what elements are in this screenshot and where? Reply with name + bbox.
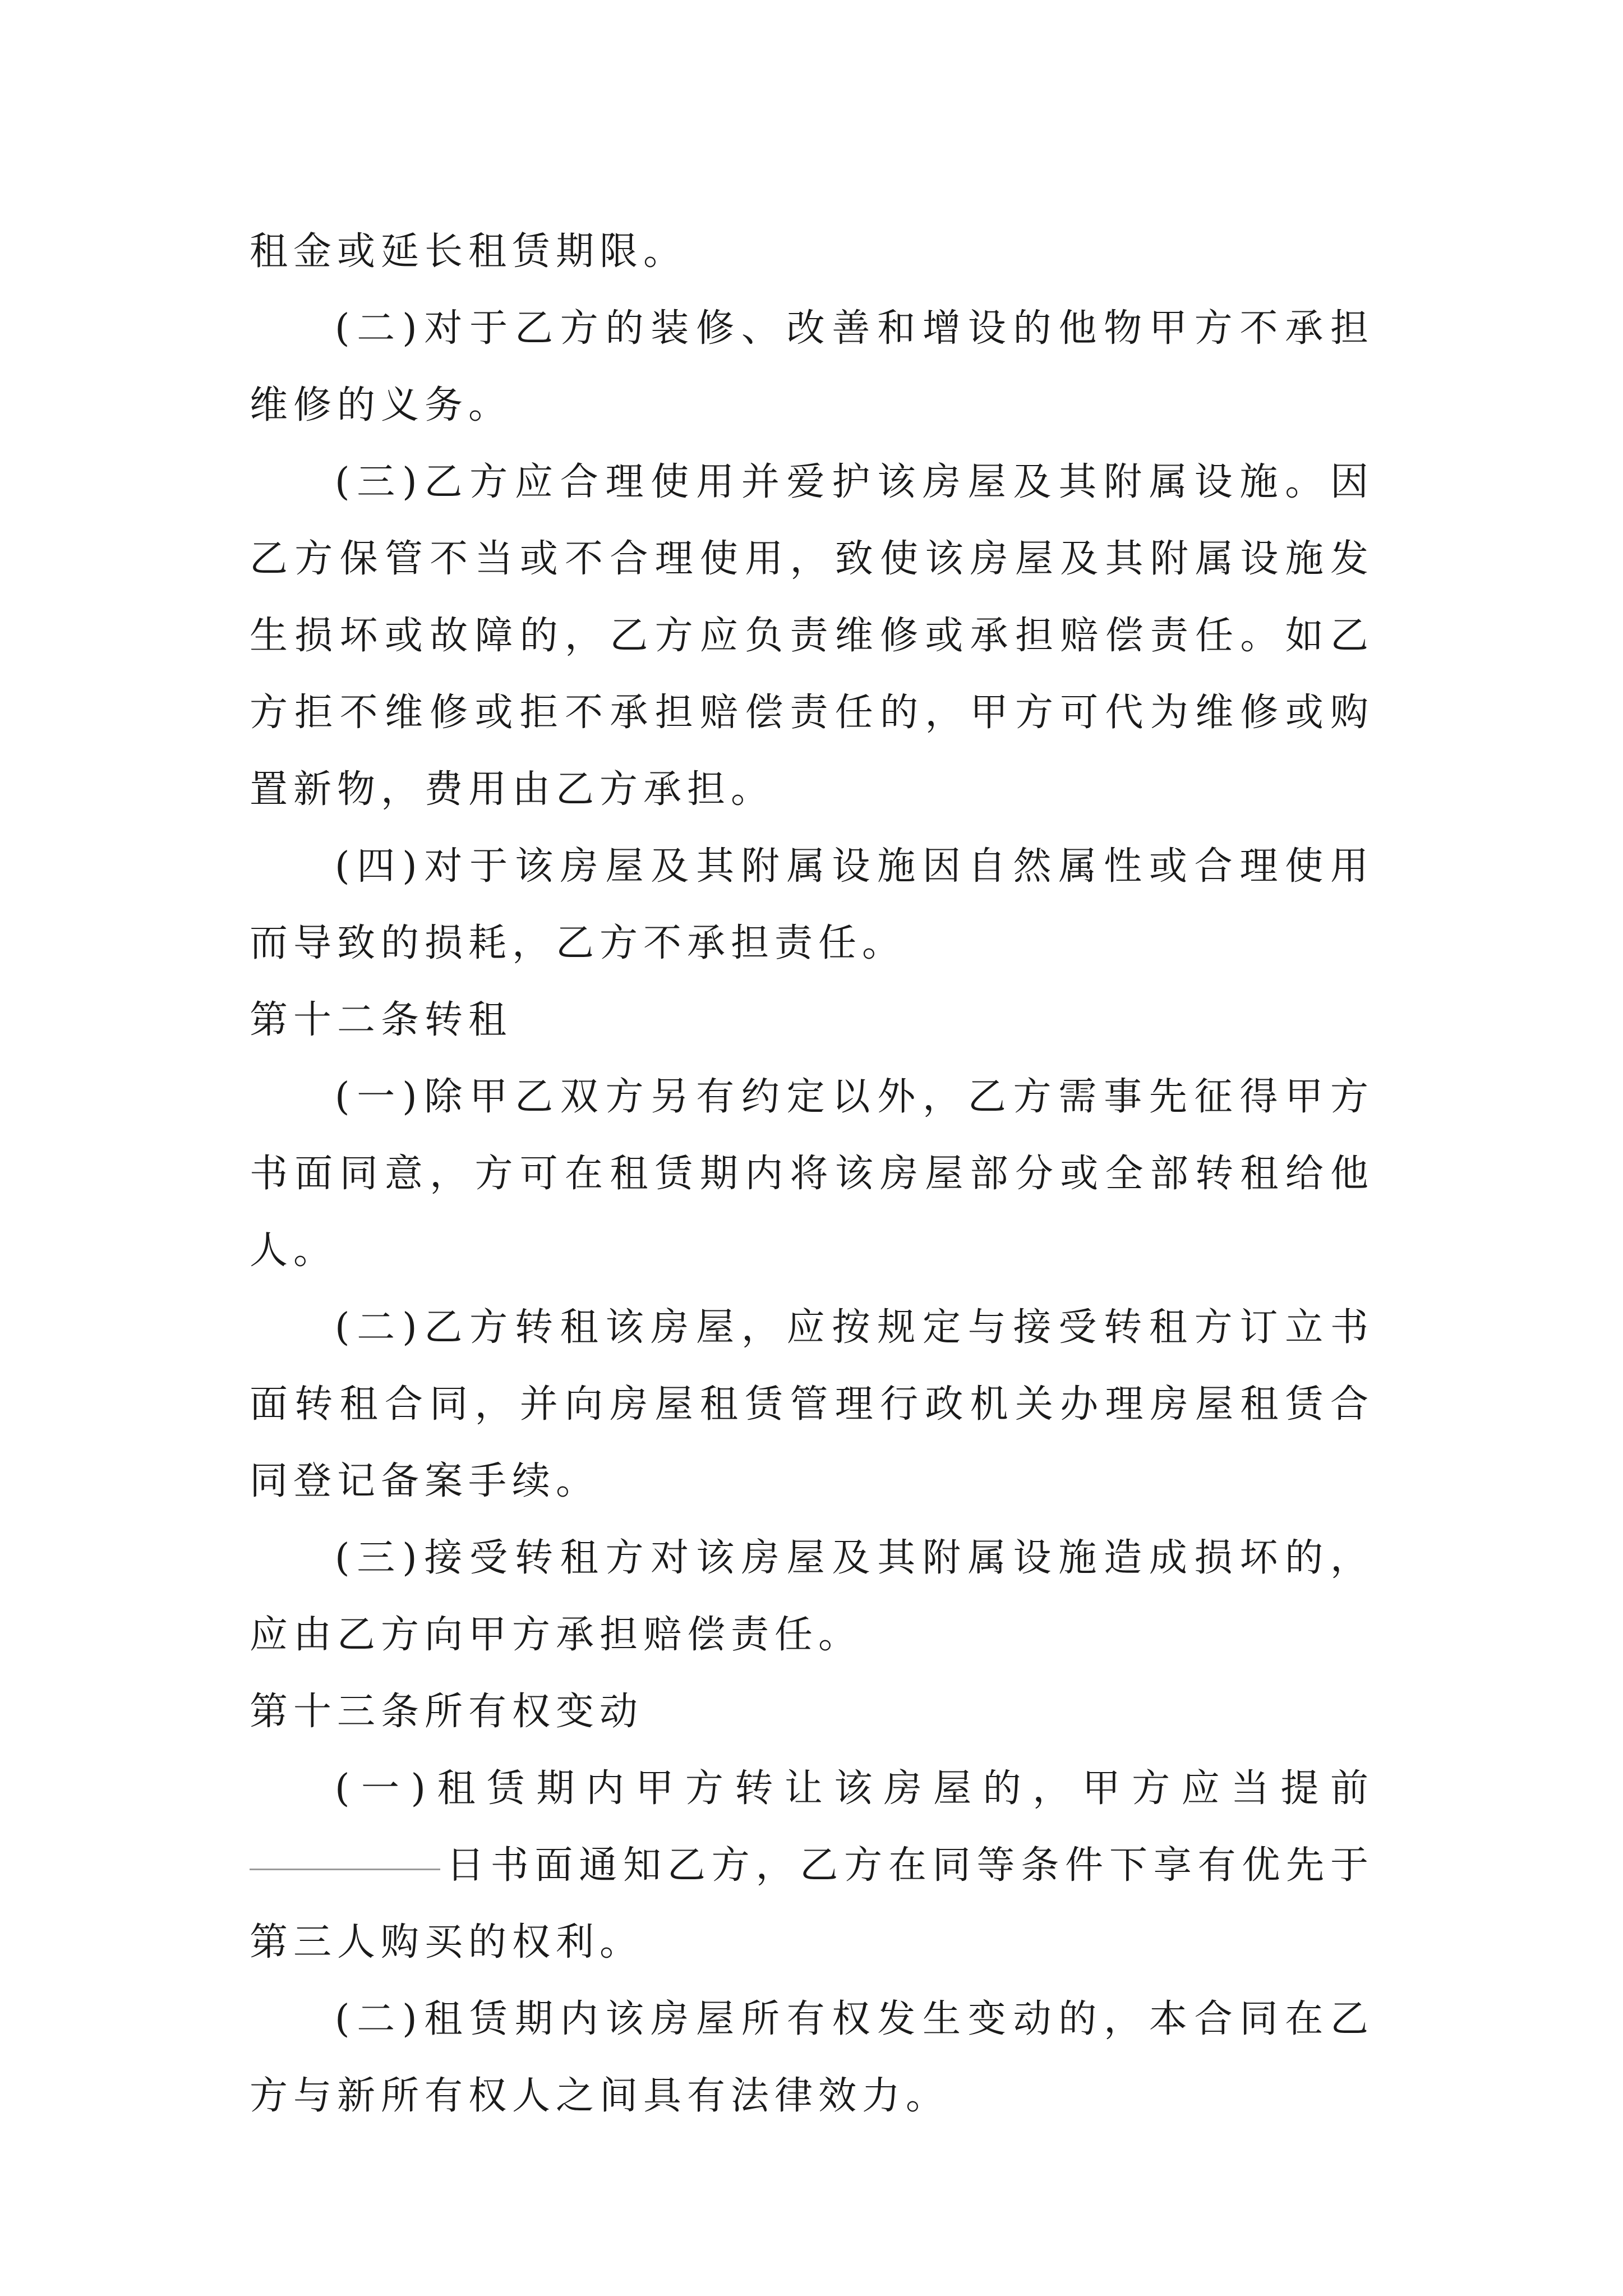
article-13-heading: 第十三条所有权变动 xyxy=(250,1690,644,1734)
fill-in-blank-line xyxy=(250,1867,440,1870)
paragraph-ownership-1 xyxy=(250,1750,1374,1981)
paragraph-ownership-2: (二)租赁期内该房屋所有权发生变动的，本合同在乙方与新所有权人之间具有法律效力。 xyxy=(250,1997,1374,2118)
paragraph-rent-extension: 租金或延长租赁期限。 xyxy=(250,229,688,274)
paragraph-clause-3: (三)乙方应合理使用并爱护该房屋及其附属设施。因乙方保管不当或不合理使用，致使该房屋及其附属设施发生损坏或故障的，乙方应负责维修或承担赔偿责任。如乙方拒不维修或拒不承担赔偿责任的，甲方可代为维修或购置新物，费用由乙方承担。 xyxy=(250,460,1374,812)
ownership-1-text-end: 日书面通知乙方，乙方在同等条件下享有优先于第三人购买的权利。 xyxy=(250,1843,1374,1964)
paragraph-sublease-2: (二)乙方转租该房屋，应按规定与接受转租方订立书面转租合同，并向房屋租赁管理行政机关办理房屋租赁合同登记备案手续。 xyxy=(250,1305,1374,1503)
article-12-heading: 第十二条转租 xyxy=(250,998,513,1042)
ownership-1-text-start: (一)租赁期内甲方转让该房屋的，甲方应当提前 xyxy=(335,1766,1374,1811)
paragraph-sublease-1: (一)除甲乙双方另有约定以外，乙方需事先征得甲方书面同意，方可在租赁期内将该房屋部分或全部转租给他人。 xyxy=(250,1075,1374,1273)
paragraph-clause-2: (二)对于乙方的装修、改善和增设的他物甲方不承担维修的义务。 xyxy=(250,306,1374,427)
document-body xyxy=(250,213,1374,2134)
paragraph-clause-4: (四)对于该房屋及其附属设施因自然属性或合理使用而导致的损耗，乙方不承担责任。 xyxy=(250,844,1374,965)
paragraph-sublease-3: (三)接受转租方对该房屋及其附属设施造成损坏的，应由乙方向甲方承担赔偿责任。 xyxy=(250,1536,1374,1657)
